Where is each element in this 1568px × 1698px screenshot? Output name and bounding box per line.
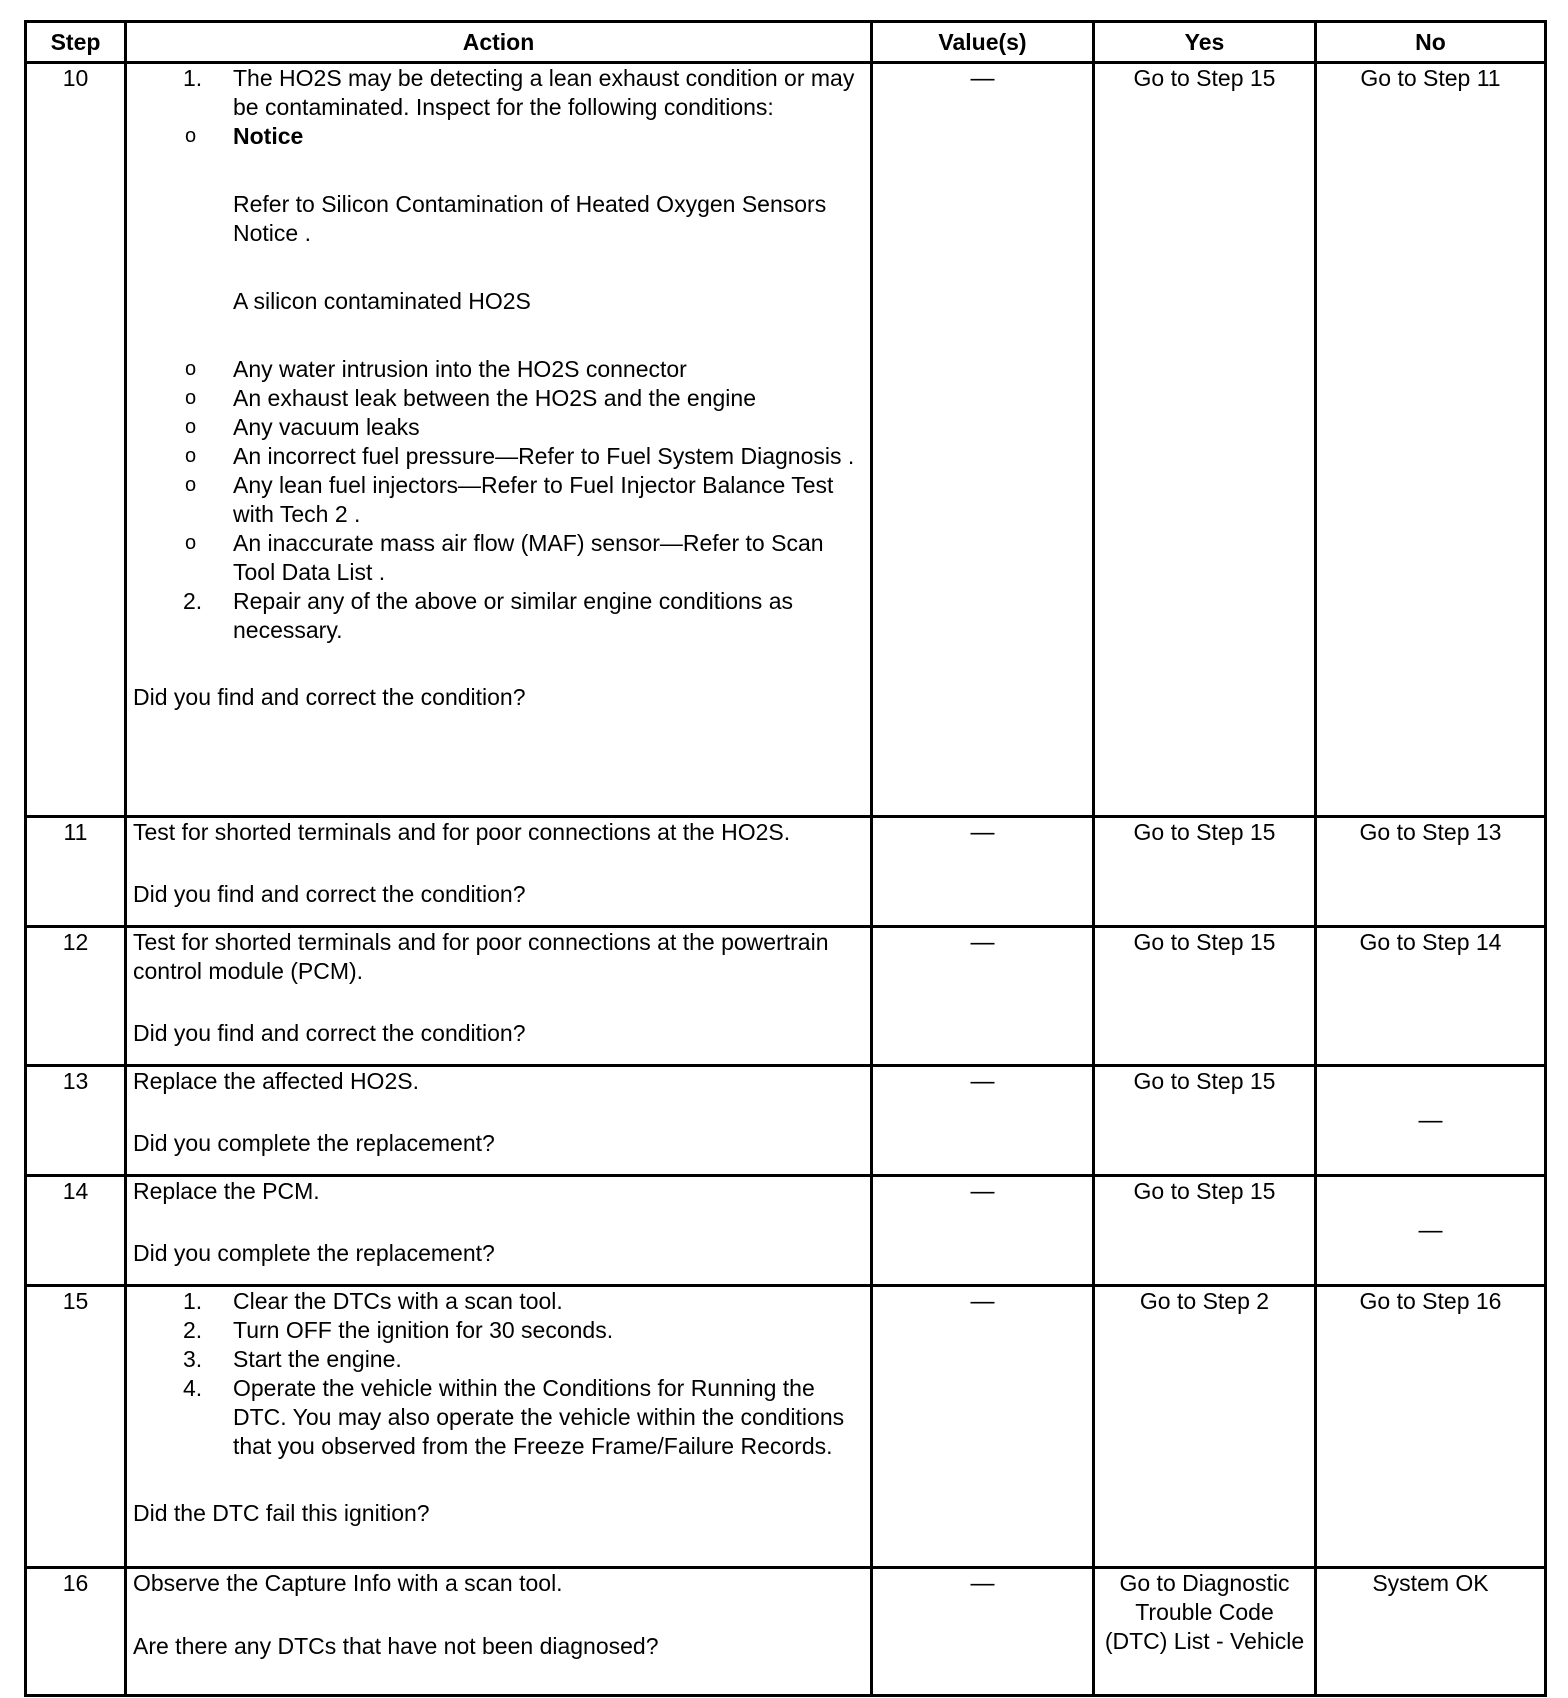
question-text: Did you complete the replacement? bbox=[133, 1130, 495, 1156]
action-text: Observe the Capture Info with a scan tool. bbox=[133, 1570, 563, 1596]
condition-item: o An incorrect fuel pressure—Refer to Fuel System Diagnosis . bbox=[185, 443, 855, 469]
action-text: Replace the affected HO2S. bbox=[133, 1068, 419, 1094]
condition-item: o Any vacuum leaks bbox=[185, 414, 420, 440]
item-text: Repair any of the above or similar engine conditions as necessary. bbox=[233, 588, 793, 643]
action-text: Test for shorted terminals and for poor connections at the powertrain control module (PCM). bbox=[133, 929, 829, 984]
yes-cell: Go to Step 15 bbox=[1094, 927, 1316, 1066]
value-cell: — bbox=[872, 1568, 1094, 1696]
action-cell bbox=[126, 1568, 872, 1696]
action-cell bbox=[126, 1066, 872, 1176]
no-cell: Go to Step 11 bbox=[1316, 63, 1546, 817]
step-number: 11 bbox=[26, 817, 126, 927]
action-item bbox=[133, 64, 864, 587]
value-cell: — bbox=[872, 1066, 1094, 1176]
notice-extra: A silicon contaminated HO2S bbox=[233, 288, 531, 314]
table-row-step-10 bbox=[26, 63, 1546, 817]
item-number: 2. bbox=[183, 588, 203, 614]
condition-item: o Any lean fuel injectors—Refer to Fuel Injector Balance Test with Tech 2 . bbox=[185, 472, 834, 527]
step-number: 10 bbox=[26, 63, 126, 817]
question-text: Did the DTC fail this ignition? bbox=[133, 1500, 430, 1526]
action-list bbox=[133, 64, 864, 645]
no-cell: Go to Step 13 bbox=[1316, 817, 1546, 927]
table-row-step-13 bbox=[26, 1066, 1546, 1176]
step-number: 15 bbox=[26, 1286, 126, 1568]
table-row-step-16 bbox=[26, 1568, 1546, 1696]
notice-item bbox=[133, 122, 864, 355]
action-item: 3. Start the engine. bbox=[183, 1346, 402, 1372]
table-row-step-12 bbox=[26, 927, 1546, 1066]
no-cell: — bbox=[1316, 1176, 1546, 1286]
condition-list bbox=[133, 122, 864, 587]
header-yes: Yes bbox=[1094, 22, 1316, 63]
bullet-icon: o bbox=[185, 358, 197, 380]
table-row-step-14 bbox=[26, 1176, 1546, 1286]
action-cell bbox=[126, 63, 872, 817]
header-action: Action bbox=[126, 22, 872, 63]
bullet-icon: o bbox=[185, 125, 197, 147]
question-text: Did you complete the replacement? bbox=[133, 1240, 495, 1266]
value-cell: — bbox=[872, 817, 1094, 927]
action-item: 1. Clear the DTCs with a scan tool. bbox=[183, 1288, 563, 1314]
value-cell: — bbox=[872, 1176, 1094, 1286]
value-cell: — bbox=[872, 927, 1094, 1066]
diagnostic-table bbox=[24, 20, 1547, 1697]
bullet-icon: o bbox=[185, 445, 197, 467]
step-number: 14 bbox=[26, 1176, 126, 1286]
no-cell: System OK bbox=[1316, 1568, 1546, 1696]
question-text: Did you find and correct the condition? bbox=[133, 1020, 526, 1046]
step-number: 13 bbox=[26, 1066, 126, 1176]
question-text: Are there any DTCs that have not been diagnosed? bbox=[133, 1633, 659, 1659]
header-no: No bbox=[1316, 22, 1546, 63]
step-number: 12 bbox=[26, 927, 126, 1066]
condition-item: o An exhaust leak between the HO2S and the engine bbox=[185, 385, 756, 411]
item-text: The HO2S may be detecting a lean exhaust condition or may be contaminated. Inspect for the following conditions: bbox=[233, 65, 855, 120]
action-cell bbox=[126, 817, 872, 927]
table-row-step-15 bbox=[26, 1286, 1546, 1568]
action-cell bbox=[126, 927, 872, 1066]
yes-cell: Go to Diagnostic Trouble Code (DTC) List - Vehicle bbox=[1094, 1568, 1316, 1696]
action-text: Replace the PCM. bbox=[133, 1178, 320, 1204]
yes-cell: Go to Step 15 bbox=[1094, 1176, 1316, 1286]
no-cell: Go to Step 16 bbox=[1316, 1286, 1546, 1568]
header-step: Step bbox=[26, 22, 126, 63]
table-row-step-11 bbox=[26, 817, 1546, 927]
yes-cell: Go to Step 15 bbox=[1094, 63, 1316, 817]
action-item: 4. Operate the vehicle within the Conditions for Running the DTC. You may also operate the vehicle within the conditions that you observed from the Freeze Frame/Failure Records. bbox=[183, 1375, 845, 1459]
step-number: 16 bbox=[26, 1568, 126, 1696]
header-row bbox=[26, 22, 1546, 63]
notice-text: Refer to Silicon Contamination of Heated Oxygen Sensors Notice . bbox=[233, 191, 827, 246]
value-cell: — bbox=[872, 1286, 1094, 1568]
action-item bbox=[133, 587, 864, 645]
condition-item: o An inaccurate mass air flow (MAF) sensor—Refer to Scan Tool Data List . bbox=[185, 530, 824, 585]
yes-cell: Go to Step 15 bbox=[1094, 1066, 1316, 1176]
action-item: 2. Turn OFF the ignition for 30 seconds. bbox=[183, 1317, 614, 1343]
action-cell bbox=[126, 1176, 872, 1286]
item-number: 1. bbox=[183, 65, 203, 91]
condition-item: o Any water intrusion into the HO2S connector bbox=[185, 356, 687, 382]
yes-cell: Go to Step 15 bbox=[1094, 817, 1316, 927]
bullet-icon: o bbox=[185, 474, 197, 496]
no-cell: — bbox=[1316, 1066, 1546, 1176]
header-values: Value(s) bbox=[872, 22, 1094, 63]
action-cell bbox=[126, 1286, 872, 1568]
yes-cell: Go to Step 2 bbox=[1094, 1286, 1316, 1568]
question-text: Did you find and correct the condition? bbox=[133, 881, 526, 907]
notice-title: Notice bbox=[233, 123, 304, 149]
no-cell: Go to Step 14 bbox=[1316, 927, 1546, 1066]
bullet-icon: o bbox=[185, 416, 197, 438]
bullet-icon: o bbox=[185, 532, 197, 554]
bullet-icon: o bbox=[185, 387, 197, 409]
action-list bbox=[133, 1287, 864, 1461]
question-text: Did you find and correct the condition? bbox=[133, 684, 526, 710]
action-text: Test for shorted terminals and for poor connections at the HO2S. bbox=[133, 819, 791, 845]
value-cell: — bbox=[872, 63, 1094, 817]
